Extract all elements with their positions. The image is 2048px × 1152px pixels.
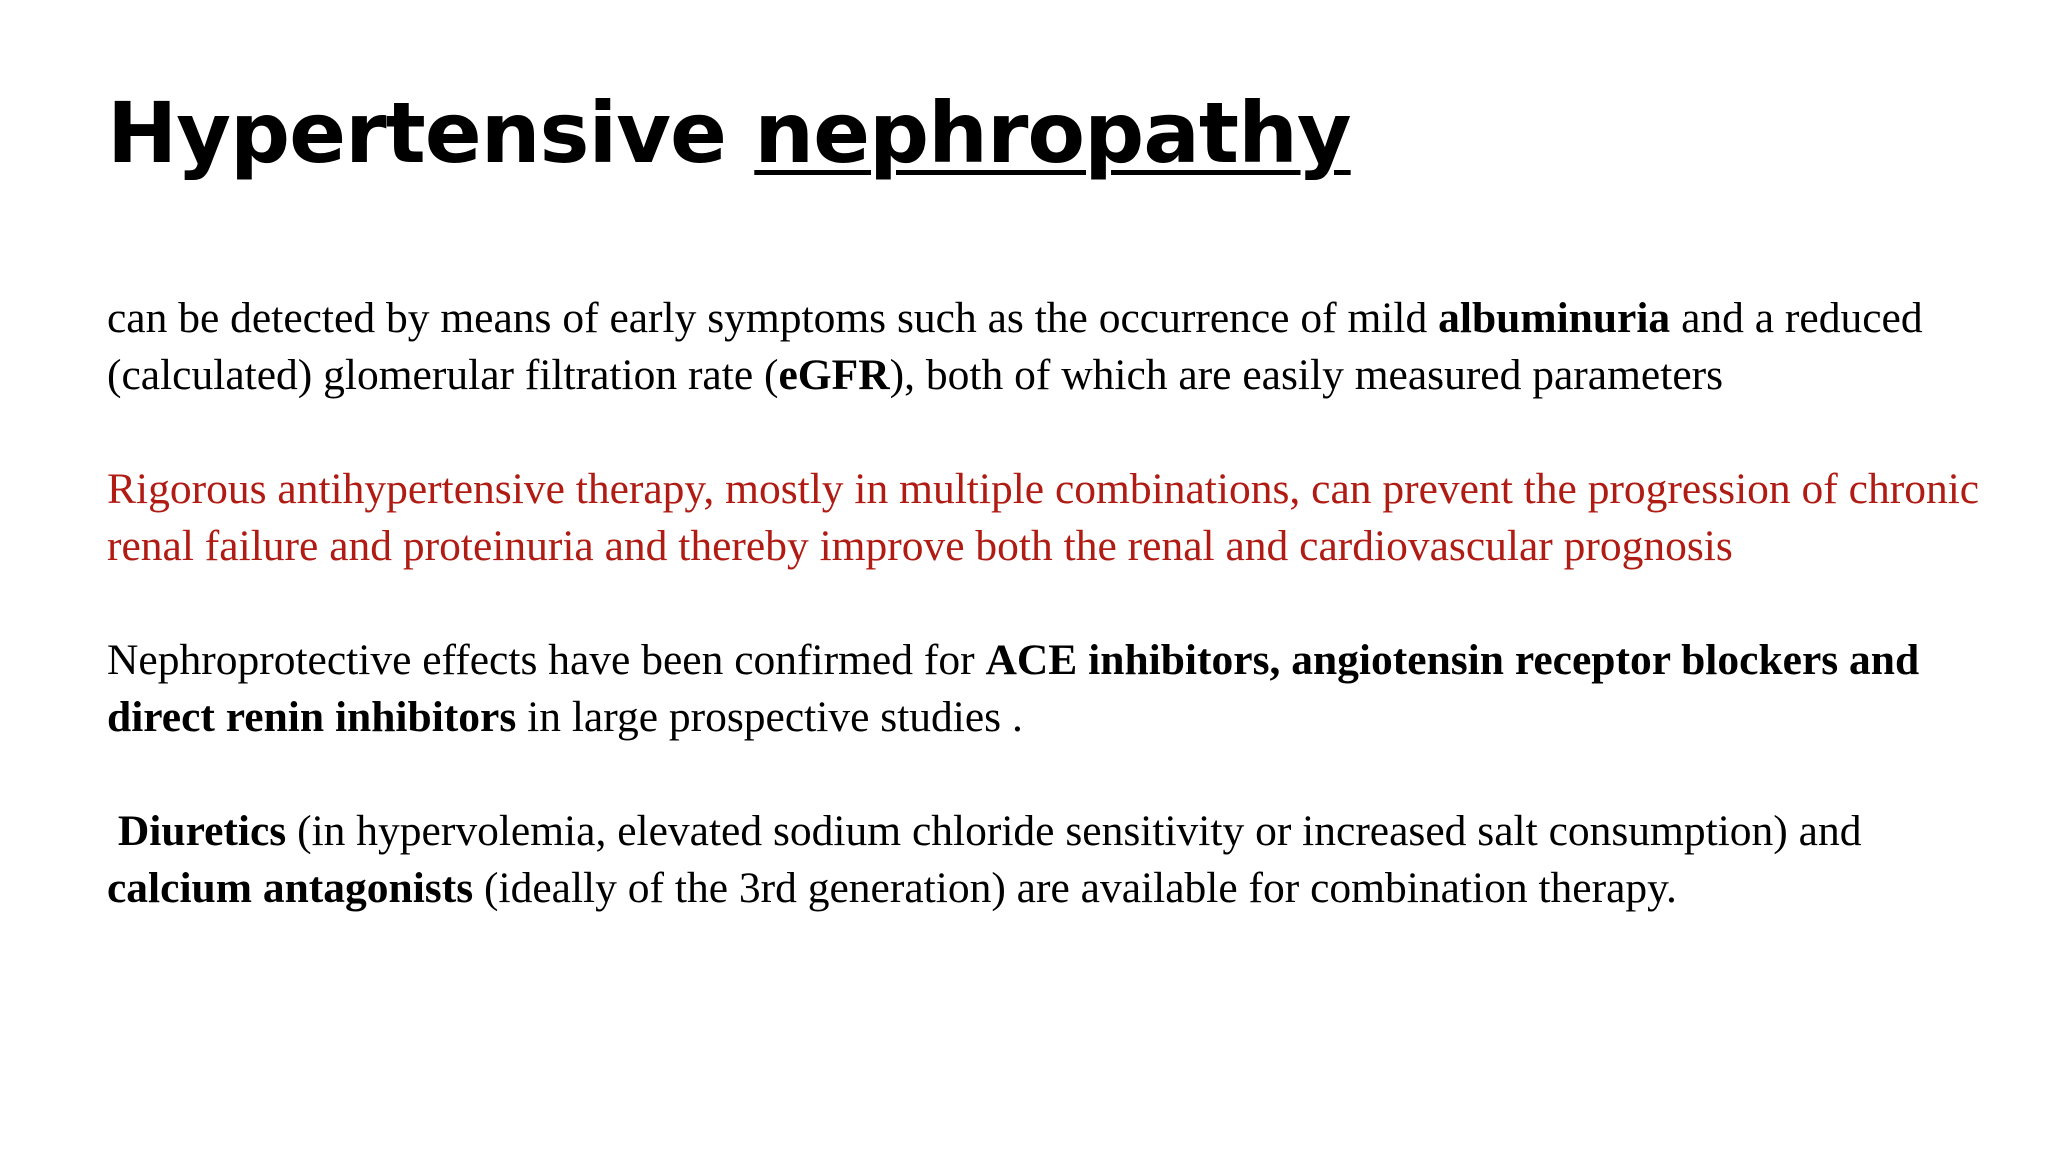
p4-text-1: (in hypervolemia, elevated sodium chloride sensitivity or increased salt consumption) and	[286, 807, 1862, 855]
p3-bold-drugs: ACE inhibitors, angiotensin receptor blockers and direct renin inhibitors	[107, 636, 1920, 741]
p1-text-1: can be detected by means of early symptoms such as the occurrence of mild	[107, 294, 1439, 342]
paragraph-combination	[107, 803, 1987, 917]
title-underlined-text: nephropathy	[754, 84, 1351, 182]
p1-bold-albuminuria: albuminuria	[1438, 294, 1671, 342]
slide-title	[107, 78, 1351, 188]
title-text: Hypertensive	[107, 84, 755, 182]
p3-text-1: Nephroprotective effects have been confirmed for	[107, 636, 986, 684]
p2-text: Rigorous antihypertensive therapy, mostly in multiple combinations, can prevent the progression of chronic renal failure and proteinuria and thereby improve both the renal and cardiovascular prognosis	[107, 465, 1980, 570]
paragraph-therapy	[107, 461, 1987, 575]
p1-text-3: ), both of which are easily measured parameters	[889, 351, 1724, 399]
p4-text-2: (ideally of the 3rd generation) are available for combination therapy.	[473, 864, 1677, 912]
p4-lead-space	[107, 807, 118, 855]
paragraph-detection	[107, 290, 1987, 404]
p1-bold-egfr: eGFR	[778, 351, 890, 399]
p1-text-2: and a reduced (calculated) glomerular filtration rate (	[107, 294, 1923, 399]
p3-text-2: in large prospective studies .	[516, 693, 1023, 741]
p4-bold-calcium-antagonists: calcium antagonists	[107, 864, 474, 912]
slide-body	[107, 290, 1987, 974]
paragraph-nephroprotection	[107, 632, 1987, 746]
p4-bold-diuretics: Diuretics	[117, 807, 287, 855]
